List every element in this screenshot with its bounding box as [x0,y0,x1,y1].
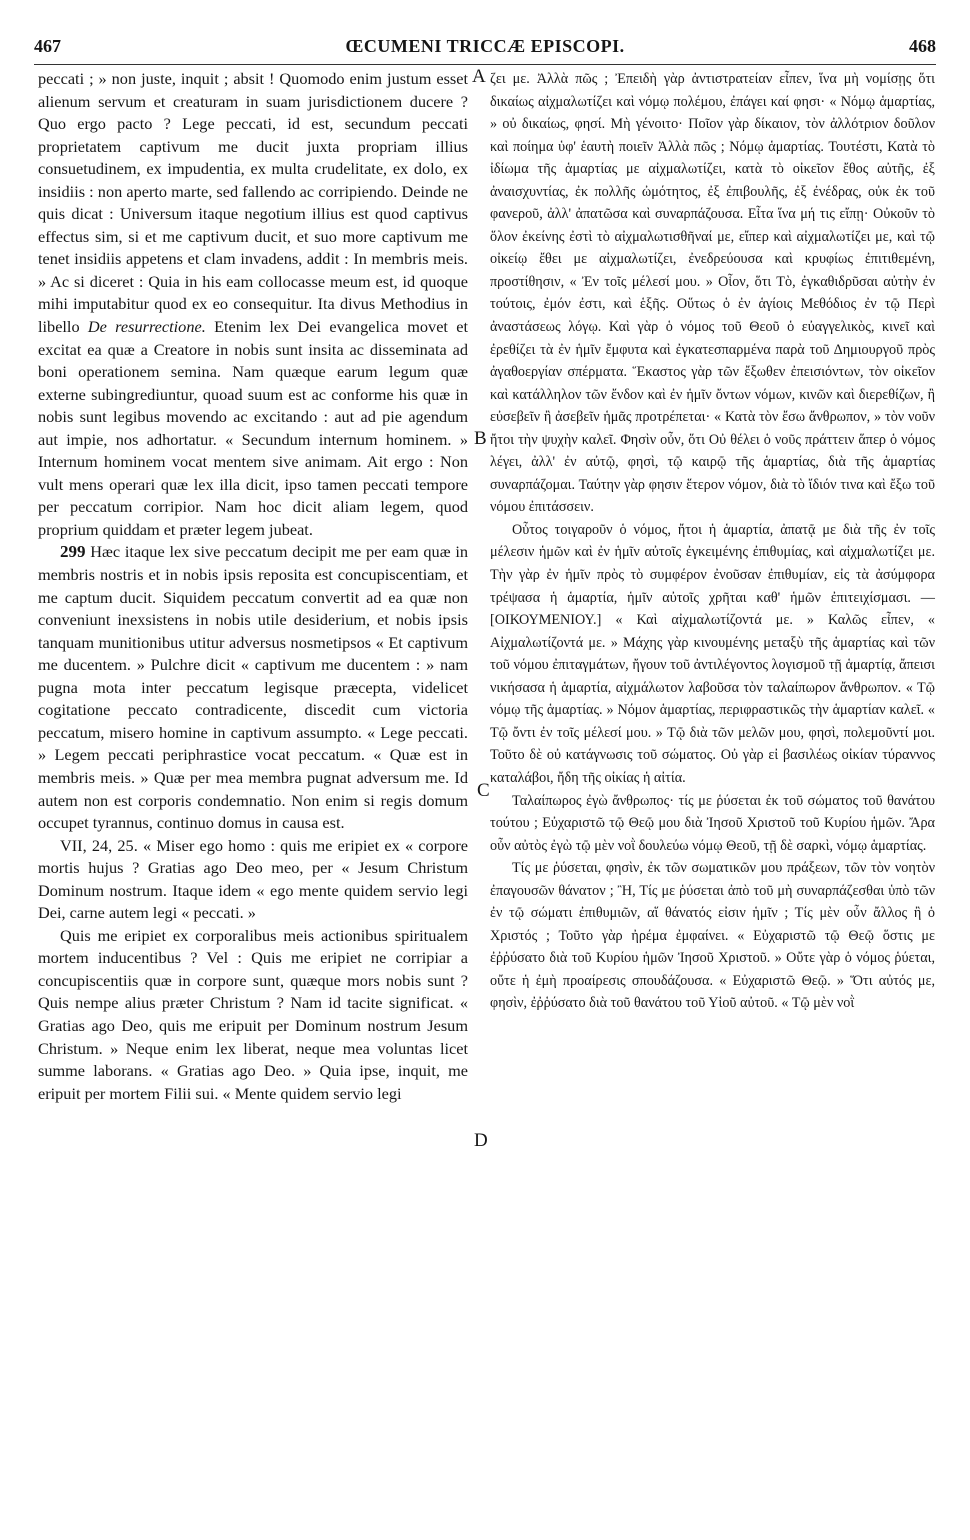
page-number-left: 467 [34,36,61,56]
greek-text-4: Τίς με ῥύσεται, φησὶν, ἐκ τῶν σωματικῶν μου πράξεων, τῶν τὸν νοητὸν ἐπαγουσῶν θάνατον ; Ἢ, Τίς με ῥύσεται ἀπὸ τοῦ μὴ συναρπάζεσθαι ὑπὸ τῶν ἐν τῷ σώματι ἐπιθυμιῶν, αἵ θάνατός εἰσιν ἡμῖν ; Τίς μὲν οὖν ἄλλος ἢ ὁ Χριστός ; Τοῦτο γὰρ ἠρέμα ἐμφαίνει. « Εὐχαριστῶ τῷ Θεῷ ὅστις με ἐῤῥύσατο διὰ τοῦ Κυρίου ἡμῶν Ἰησοῦ Χριστοῦ. » Οὔτε γὰρ ὁ νόμος ῥύεται, οὔτε ἡ ἐμὴ προαίρεσις σπουδάζουσα. « Εὐχαριστῶ Θεῷ. » Ὅτι αὐτός με, φησὶν, ἐῤῥύσατο διὰ τοῦ θανάτου τοῦ Υἱοῦ αὐτοῦ. « Τῷ μὲν νοῒ [490,860,935,1012]
margin-mark-c: C [477,780,490,801]
greek-text-3: Ταλαίπωρος ἐγὼ ἄνθρωπος· τίς με ῥύσεται ἐκ τοῦ σώματος τοῦ θανάτου τούτου ; Εὐχαριστῶ τῷ Θεῷ μου διὰ Ἰησοῦ Χριστοῦ τοῦ Κυρίου ἡμῶν. Ἄρα οὖν αὐτὸς ἐγὼ τῷ μὲν νοῒ δουλεύω νόμῳ Θεοῦ, τῇ δὲ σαρκὶ, νόμῳ ἁμαρτίας. [490,792,935,854]
latin-text-3: « Miser ego homo : quis me eripiet ex « corpore mortis hujus ? Gratias ago Deo meo, per « Jesum Christum Dominum nostrum. Itaque idem « ego mente quidem servio legi Dei, carne autem legi « peccati. » [38,835,468,923]
latin-work-title: De resurrectione. [87,317,206,337]
latin-column [38,68,468,1105]
author-label: [ΟΙΚΟΥΜΕΝΙΟΥ.] [490,612,602,629]
margin-mark-a: A [472,66,486,87]
running-title: ŒCUMENI TRICCÆ EPISCOPI. [345,36,625,56]
latin-paragraph-2 [38,541,468,834]
latin-text-2: Hæc itaque lex sive peccatum decipit me per eam quæ in membris nostris et in nobis ipsis reposita est concupiscentiam, et me captum ducit. Siquidem peccatum convertit ad ea quæ non conveniunt inexsistens in nobis utile desiderium, et nobis ipsis tanquam munitionibus utitur adversus nosmetipsos « Et captivum me ducentem. » Pulchre dicit « captivum me ducentem : » nam pugna mota inter peccatum legisque præcepta, videlicet cogitatione peccato contradicente, discedit cum victoria peccatum, misero homine in captivum assumpto. « Lege peccati. » Legem peccati periphrastice vocat peccatum. « Quæ est in membris meis. » Quæ per mea membra pugnat adversum me. Id autem non est corporis condemnatio. Non enim si regis domum occupet tyrannus, continuo domus in causa est. [38,542,468,833]
greek-text-2-cont: « Καὶ αἰχμαλωτίζοντά με. » Καλῶς εἶπεν, « Αἰχμαλωτίζοντά με. » Μάχης γὰρ κινουμένης μεταξὺ τῆς ἁμαρτίας καὶ τῶν τοῦ νόμου ἐπιταγμάτων, ἤγουν τοῦ ἀντιλέγοντος λογισμοῦ τῇ ἁμαρτίᾳ, ἄπεισι νικήσασα ἡ ἁμαρτία, αἰχμάλωτον λαβοῦσα τὸν ταλαίπωρον ἄνθρωπον. « Τῷ νόμῳ τῆς ἁμαρτίας. » Νόμον ἁμαρτίας, περιφραστικῶς τὴν ἁμαρτίαν καλεῖ. « Τῷ ὄντι ἐν τοῖς μέλεσί μου. » Τῷ διὰ τῶν μελῶν μου, φησὶ, πολεμοῦντί μοι. Τοῦτο δὲ οὐ κατάγνωσις τοῦ σώματος. Οὐ γὰρ εἰ βασιλέως οἰκίαν τύραννος καταλάβοι, ἤδη τῆς οἰκίας ἡ αἰτία. [490,612,935,786]
latin-text-4: Quis me eripiet ex corporalibus meis actionibus spiritualem mortem inducentibus ? Vel : Quis me eripiet ne corripiar a concupiscentiis quæ in corpore sunt, quæque mors nobis sunt ? Quis nempe alius præter Christum ? Nam id tacite significat. « Gratias ago Deo, quis me eripuit per Dominum nostrum Jesum Christum. » Neque enim lex liberat, neque mea voluntas licet summe laborans. « Gratias ago Deo. » Quia ipse, inquit, me eripuit per mortem Filii sui. « Mente quidem servio legi [38,925,468,1103]
latin-text-1-cont: Etenim lex Dei evangelica movet et excitat ea quæ a Creatore in nobis sunt insita ac disseminata ad boni operationem semina. Nam quæque earum legum quæ externe subingrediuntur, quoad suum est ac conforme his quæ in nobis sunt legibus movendo ac excitando : aut ad pie agendum aut impie, nos adhortatur. « Secundum internum hominem. » Internum hominem vocat mentem sive animam. Ait ergo : Non vult mens operari quæ lex illa dicit, ipso tamen peccati tempore per peccatum corripior. Nam hoc dicit aliam legem, quod proprium quiddam et præter legem jubeat. [38,317,468,539]
greek-paragraph-4 [490,857,935,1015]
margin-mark-d: D [474,1130,488,1151]
page-number-right: 468 [909,36,936,56]
greek-text-2: Οὗτος τοιγαροῦν ὁ νόμος, ἤτοι ἡ ἁμαρτία, ἀπατᾷ με διὰ τῆς ἐν τοῖς μέλεσιν ἡμῶν καὶ ἐν ἡμῖν αὐτοῖς ἐγκειμένης ἐπιθυμίας, καὶ αἰχμαλωτίζει με. Τὴν γὰρ ἐν ἡμῖν πρὸς τὸ συμφέρον ἐνοῦσαν ἐπιθυμίαν, εἰς τὰ ἀσύμφορα τρέψασα ἡ ἁμαρτία, ἡμῖν αὐτοῖς χρῆται καθ' ἡμῶν ἐπιτειχίσμασι. — [490,521,935,606]
running-header [34,36,936,62]
latin-paragraph-4 [38,925,468,1105]
latin-paragraph-3 [38,835,468,925]
greek-paragraph-1 [490,68,935,519]
greek-paragraph-2 [490,519,935,790]
margin-mark-b: B [474,428,487,449]
latin-text-1: peccati ; » non juste, inquit ; absit ! Quomodo enim justum esset alienum servum et creaturam in suam jurisdictionem ducere ? Quo ergo pacto ? Lege peccati, id est, secundum peccati proprietatem captivum me ducit juxta propriam illius consuetudinem, ex impudentia, ex multa crudelitate, ex dolo, ex insidiis : non aperto marte, sed fallendo ac corripiendo. Deinde ne quis dicat : Universum itaque negotium illius est quod captivus effectus sim, si et me captivum ducit, et suo more captivum me tenet insidiis appetens et clam invadens, addit : In membris meis. » Ac si diceret : Quia in his eam collocasse meum est, id quoque mihi imputabitur quod ex eo consequitur. Ita divus Methodius in libello [38,69,468,337]
greek-text-1: ζει με. Ἀλλὰ πῶς ; Ἐπειδὴ γὰρ ἀντιστρατείαν εἶπεν, ἵνα μὴ νομίσῃς ὅτι δικαίως αἰχμαλωτίζει καὶ νόμῳ πολέμου, ἐπάγει καί φησι· « Νόμῳ ἁμαρτίας, » οὐ δικαίως, φησί. Μὴ γένοιτο· Ποῖον γὰρ δίκαιον, τὸν ἀλλότριον δοῦλον καὶ ποίημα ὑφ' ἑαυτὴ ποιεῖν Ἀλλὰ πῶς ; Νόμῳ ἁμαρτίας. Τουτέστι, Κατὰ τὸ ἰδίωμα τῆς ἁμαρτίας με αἰχμαλωτίζει, κατὰ τὸ οἰκεῖον ἔθος αὐτῆς, ἐξ ἀναισχυντίας, ἐκ πολλῆς ὠμότητος, ἐξ ἐπιβουλῆς, ἐξ ἐνέδρας, οὐκ ἐκ τοῦ φανεροῦ, ἀλλ' ἀπατῶσα καὶ συναρπάζουσα. Εἶτα ἵνα μή τις εἴπῃ· Οὐκοῦν τὸ ὅλον ἐκείνης ἐστὶ τὸ αἰχμαλωτισθῆναί με, εἴπερ καὶ αἰχμαλωτίζει με, καὶ τῷ οἰκείῳ ἔθει με αἰχμαλωτίζει, ἐνεδρεύουσα καὶ κρυφίως ἐπιτιθεμένη, προστίθησιν, « Ἐν τοῖς μέλεσί μου. » Οἷον, ὅτι Τὸ, ἐγκαθιδρῦσαι αὐτὴν ἐν τούτοις, ἐμόν ἐστι, καὶ ἑξῆς. Οὕτως ὁ ἐν ἁγίοις Μεθόδιος ἐν τῷ Περὶ ἀναστάσεως λόγῳ. Καὶ γὰρ ὁ νόμος τοῦ Θεοῦ ὁ εὐαγγελικὸς, κινεῖ καὶ ἐρεθίζει τὰ ἐν ἡμῖν ἔμφυτα καὶ ἐγκατεσπαρμένα παρὰ τοῦ Δημιουργοῦ πρὸς ἀγαθοεργίαν σπέρματα. Ἕκαστος γὰρ τῶν ἔξωθεν ἐπεισιόντων, τὸν οἰκεῖον καὶ κατάλληλον τῶν ἔνδον καὶ ἐν ἡμῖν ὄντων νόμων, κινῶν καὶ διερεθίζων, ἢ εὐσεβεῖν ἢ ἀσεβεῖν ἡμᾶς προτρέπεται· « Κατὰ τὸν ἔσω ἄνθρωπον, » τὸν νοῦν ἤτοι τὴν ψυχὴν καλεῖ. Φησὶν οὖν, ὅτι Οὐ θέλει ὁ νοῦς πράττειν ἅπερ ὁ νόμος λέγει, ἀλλ' ἐν αὐτῷ, φησὶ, τῷ καιρῷ τῆς ἁμαρτίας, διὰ τῆς ἁμαρτίας συναρπάζομαι. Ταύτην γὰρ φησιν ἕτερον νόμον, διὰ τὸ ἴδιόν τινα καὶ ἔξω τοῦ νόμου ἐπιτάσσειν. [490,71,935,516]
header-rule [34,64,936,65]
scripture-reference: VII, 24, 25. [60,835,138,855]
column-number: 299 [60,542,86,562]
latin-paragraph-1 [38,68,468,541]
greek-paragraph-3 [490,790,935,858]
greek-column [490,68,935,1015]
